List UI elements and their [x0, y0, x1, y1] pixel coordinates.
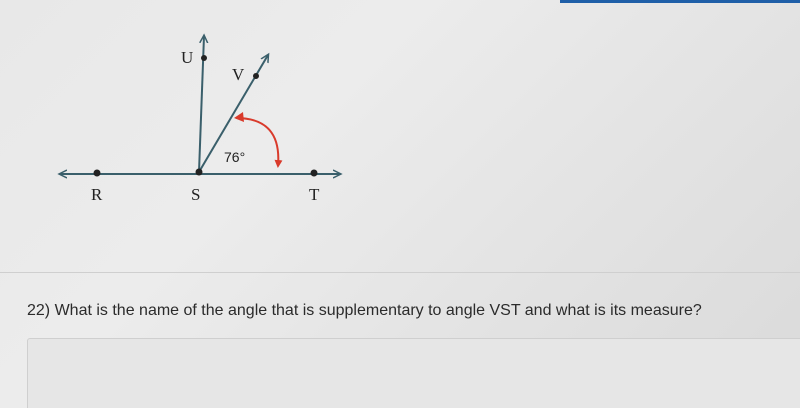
- angle-measure-label: 76°: [224, 149, 246, 165]
- answer-input-field[interactable]: [27, 338, 800, 408]
- label-u: U: [181, 48, 194, 67]
- point-v: [253, 73, 259, 79]
- point-s: [196, 169, 203, 176]
- point-r: [94, 170, 101, 177]
- point-u: [201, 55, 207, 61]
- question-text: 22) What is the name of the angle that is supplementary to angle VST and what is its measure?: [27, 302, 702, 319]
- label-s: S: [191, 185, 201, 204]
- angle-vst-arc-start-arrow: [234, 112, 244, 122]
- label-r: R: [91, 185, 103, 204]
- label-t: T: [309, 185, 320, 204]
- section-divider: [0, 272, 800, 273]
- point-t: [311, 170, 318, 177]
- label-v: V: [232, 65, 245, 84]
